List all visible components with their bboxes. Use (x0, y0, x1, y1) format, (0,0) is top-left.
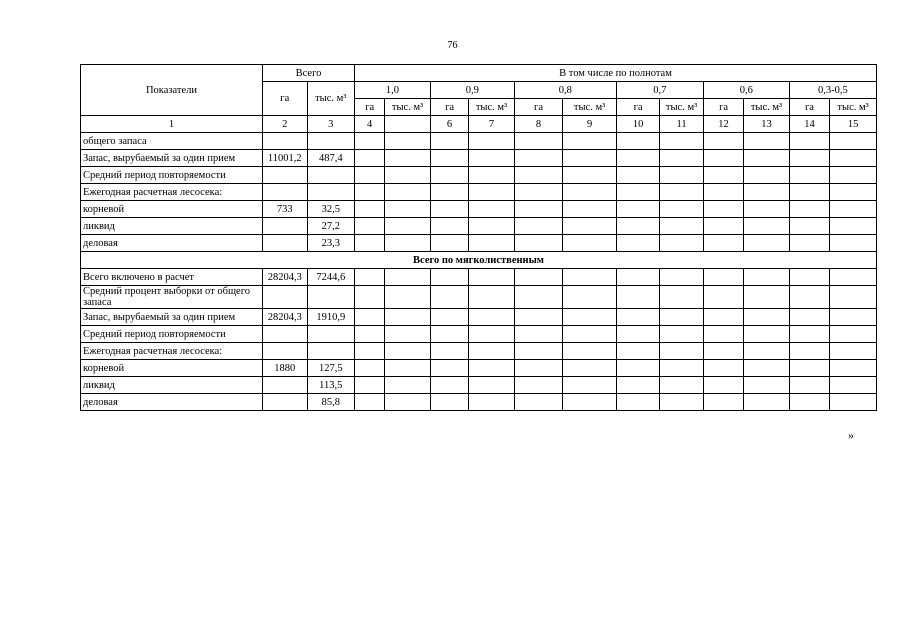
density-value-cell (744, 286, 790, 309)
density-value-cell (830, 269, 877, 286)
density-value-cell (789, 150, 829, 167)
density-value-cell (385, 235, 431, 252)
total-ha-value (263, 235, 307, 252)
total-m3-value (307, 286, 355, 309)
density-value-cell (563, 218, 617, 235)
unit-ha-header: га (616, 99, 659, 116)
density-value-cell (660, 326, 703, 343)
density-value-cell (789, 218, 829, 235)
density-value-cell (703, 218, 743, 235)
column-number: 4 (355, 116, 385, 133)
table-row (81, 201, 877, 218)
density-value-cell (469, 184, 515, 201)
table-row (81, 235, 877, 252)
density-value-cell (430, 286, 468, 309)
density-value-cell (385, 218, 431, 235)
density-value-cell (744, 235, 790, 252)
density-value-cell (744, 343, 790, 360)
total-m3-value: 113,5 (307, 377, 355, 394)
density-value-cell (514, 394, 563, 411)
density-value-cell (789, 133, 829, 150)
density-value-cell (830, 167, 877, 184)
row-label: Ежегодная расчетная лесосека: (81, 184, 263, 201)
density-value-cell (430, 343, 468, 360)
total-ha-value (263, 326, 307, 343)
unit-m3-header: тыс. м³ (563, 99, 617, 116)
total-m3-value (307, 326, 355, 343)
table-row (81, 167, 877, 184)
density-value-cell (660, 133, 703, 150)
density-value-cell (385, 150, 431, 167)
density-value-cell (514, 360, 563, 377)
table-row (81, 218, 877, 235)
density-value-cell (514, 150, 563, 167)
including-header: В том числе по полнотам (355, 65, 877, 82)
table-row (81, 150, 877, 167)
unit-m3-header: тыс. м³ (660, 99, 703, 116)
column-number: 1 (81, 116, 263, 133)
unit-m3-header: тыс. м³ (830, 99, 877, 116)
density-value-cell (514, 235, 563, 252)
density-value-cell (563, 235, 617, 252)
density-value-cell (744, 167, 790, 184)
density-value-cell (789, 394, 829, 411)
unit-m3-header: тыс. м³ (469, 99, 515, 116)
table-row (81, 343, 877, 360)
density-value-cell (430, 150, 468, 167)
density-value-cell (430, 326, 468, 343)
density-value-cell (830, 218, 877, 235)
density-value-cell (703, 377, 743, 394)
density-value-cell (660, 394, 703, 411)
density-value-cell (469, 150, 515, 167)
density-value-cell (703, 201, 743, 218)
density-value-cell (514, 343, 563, 360)
row-label: Запас, вырубаемый за один прием (81, 150, 263, 167)
total-m3-value: 7244,6 (307, 269, 355, 286)
density-value-cell (385, 360, 431, 377)
column-number: 12 (703, 116, 743, 133)
density-value-cell (703, 184, 743, 201)
density-value-cell (355, 360, 385, 377)
density-value-cell (616, 360, 659, 377)
density-value-cell (469, 343, 515, 360)
total-ha-value (263, 343, 307, 360)
density-value-cell (563, 343, 617, 360)
density-value-cell (789, 326, 829, 343)
density-value-cell (514, 269, 563, 286)
density-value-cell (469, 269, 515, 286)
density-value-cell (385, 201, 431, 218)
total-m3-value: 127,5 (307, 360, 355, 377)
column-number-row (81, 116, 877, 133)
density-value-cell (789, 269, 829, 286)
table-row (81, 326, 877, 343)
density-value-cell (744, 269, 790, 286)
density-value-cell (744, 360, 790, 377)
density-value-cell (660, 360, 703, 377)
column-number: 7 (469, 116, 515, 133)
total-m3-value: 1910,9 (307, 309, 355, 326)
density-value-cell (563, 394, 617, 411)
density-value-cell (563, 167, 617, 184)
density-header: 0,6 (703, 82, 789, 99)
unit-m3-header: тыс. м³ (744, 99, 790, 116)
density-value-cell (744, 309, 790, 326)
density-value-cell (385, 184, 431, 201)
density-value-cell (430, 269, 468, 286)
unit-ha-header: га (703, 99, 743, 116)
density-value-cell (430, 235, 468, 252)
total-ha-value: 11001,2 (263, 150, 307, 167)
density-value-cell (616, 201, 659, 218)
density-header: 0,8 (514, 82, 616, 99)
density-value-cell (355, 394, 385, 411)
density-value-cell (830, 286, 877, 309)
density-value-cell (563, 150, 617, 167)
density-value-cell (660, 201, 703, 218)
total-ha-value (263, 377, 307, 394)
density-value-cell (385, 343, 431, 360)
density-value-cell (355, 133, 385, 150)
total-ha-value: 733 (263, 201, 307, 218)
density-value-cell (469, 360, 515, 377)
density-value-cell (616, 235, 659, 252)
page-number: 76 (447, 40, 458, 51)
density-value-cell (385, 309, 431, 326)
row-label: ликвид (81, 377, 263, 394)
density-value-cell (563, 360, 617, 377)
density-value-cell (355, 167, 385, 184)
density-value-cell (616, 218, 659, 235)
density-value-cell (744, 394, 790, 411)
density-value-cell (830, 343, 877, 360)
density-value-cell (703, 133, 743, 150)
density-value-cell (616, 286, 659, 309)
row-label: корневой (81, 360, 263, 377)
density-value-cell (703, 269, 743, 286)
density-value-cell (660, 286, 703, 309)
density-value-cell (563, 377, 617, 394)
total-ha-value (263, 184, 307, 201)
density-value-cell (830, 360, 877, 377)
table-row (81, 377, 877, 394)
column-number: 15 (830, 116, 877, 133)
density-value-cell (563, 201, 617, 218)
closing-quote-mark: » (848, 428, 854, 442)
density-value-cell (789, 286, 829, 309)
density-value-cell (703, 286, 743, 309)
density-value-cell (616, 133, 659, 150)
total-ha-value (263, 286, 307, 309)
column-number: 13 (744, 116, 790, 133)
density-value-cell (430, 133, 468, 150)
density-value-cell (355, 201, 385, 218)
unit-ha-header: га (789, 99, 829, 116)
row-label: Средний процент выборки от общего запаса (81, 286, 263, 309)
density-value-cell (430, 309, 468, 326)
table-row (81, 286, 877, 309)
density-value-cell (514, 326, 563, 343)
density-header: 1,0 (355, 82, 431, 99)
unit-m3-header: тыс. м³ (385, 99, 431, 116)
row-label: деловая (81, 235, 263, 252)
density-value-cell (660, 235, 703, 252)
unit-ha-header: га (430, 99, 468, 116)
density-value-cell (744, 218, 790, 235)
density-value-cell (789, 360, 829, 377)
column-number: 10 (616, 116, 659, 133)
table-body-part1 (81, 133, 877, 252)
density-value-cell (469, 167, 515, 184)
density-value-cell (703, 235, 743, 252)
total-ha-value: 28204,3 (263, 309, 307, 326)
density-value-cell (830, 394, 877, 411)
density-value-cell (830, 184, 877, 201)
total-m3-header: тыс. м³ (307, 82, 355, 116)
density-value-cell (830, 150, 877, 167)
density-value-cell (789, 235, 829, 252)
column-number: 9 (563, 116, 617, 133)
density-value-cell (385, 269, 431, 286)
density-value-cell (430, 218, 468, 235)
density-header: 0,7 (616, 82, 703, 99)
density-value-cell (514, 133, 563, 150)
density-value-cell (703, 326, 743, 343)
density-value-cell (616, 394, 659, 411)
density-value-cell (660, 218, 703, 235)
density-value-cell (616, 150, 659, 167)
total-m3-value (307, 167, 355, 184)
density-value-cell (430, 201, 468, 218)
total-ha-value (263, 167, 307, 184)
column-number: 3 (307, 116, 355, 133)
density-value-cell (744, 133, 790, 150)
density-value-cell (469, 235, 515, 252)
table-row (81, 269, 877, 286)
density-value-cell (430, 184, 468, 201)
table-row (81, 184, 877, 201)
density-value-cell (660, 269, 703, 286)
indicators-header: Показатели (81, 65, 263, 116)
density-value-cell (616, 167, 659, 184)
row-label: Всего включено в расчет (81, 269, 263, 286)
total-m3-value (307, 184, 355, 201)
row-label: общего запаса (81, 133, 263, 150)
density-value-cell (563, 184, 617, 201)
density-value-cell (616, 343, 659, 360)
density-value-cell (789, 377, 829, 394)
table-row (81, 133, 877, 150)
density-value-cell (514, 201, 563, 218)
density-value-cell (514, 184, 563, 201)
density-value-cell (830, 201, 877, 218)
density-value-cell (703, 150, 743, 167)
density-value-cell (514, 167, 563, 184)
density-value-cell (703, 343, 743, 360)
density-value-cell (616, 326, 659, 343)
density-value-cell (469, 133, 515, 150)
density-value-cell (469, 326, 515, 343)
density-value-cell (355, 218, 385, 235)
density-value-cell (703, 167, 743, 184)
total-ha-value: 28204,3 (263, 269, 307, 286)
row-label: ликвид (81, 218, 263, 235)
density-value-cell (469, 286, 515, 309)
density-value-cell (355, 326, 385, 343)
density-value-cell (385, 394, 431, 411)
density-value-cell (660, 167, 703, 184)
density-value-cell (385, 286, 431, 309)
density-value-cell (469, 218, 515, 235)
density-value-cell (355, 286, 385, 309)
density-value-cell (385, 377, 431, 394)
density-value-cell (789, 343, 829, 360)
density-value-cell (789, 309, 829, 326)
total-m3-value: 23,3 (307, 235, 355, 252)
column-number: 2 (263, 116, 307, 133)
total-ha-value: 1880 (263, 360, 307, 377)
unit-ha-header: га (514, 99, 563, 116)
row-label: корневой (81, 201, 263, 218)
density-value-cell (789, 167, 829, 184)
row-label: деловая (81, 394, 263, 411)
density-value-cell (703, 309, 743, 326)
density-value-cell (744, 377, 790, 394)
density-value-cell (703, 360, 743, 377)
density-value-cell (830, 133, 877, 150)
density-value-cell (660, 150, 703, 167)
total-ha-value (263, 218, 307, 235)
density-value-cell (744, 201, 790, 218)
density-value-cell (469, 309, 515, 326)
density-value-cell (703, 394, 743, 411)
density-value-cell (563, 269, 617, 286)
density-value-cell (469, 377, 515, 394)
density-value-cell (616, 269, 659, 286)
density-value-cell (385, 167, 431, 184)
table-body-part2 (81, 269, 877, 411)
density-value-cell (830, 326, 877, 343)
density-value-cell (660, 309, 703, 326)
table-row (81, 360, 877, 377)
total-m3-value: 487,4 (307, 150, 355, 167)
density-value-cell (469, 394, 515, 411)
density-value-cell (430, 167, 468, 184)
density-value-cell (616, 377, 659, 394)
density-value-cell (830, 235, 877, 252)
density-header: 0,3-0,5 (789, 82, 876, 99)
total-m3-value (307, 133, 355, 150)
density-value-cell (563, 326, 617, 343)
total-m3-value: 85,8 (307, 394, 355, 411)
density-value-cell (385, 133, 431, 150)
total-ha-value (263, 394, 307, 411)
density-value-cell (385, 326, 431, 343)
table-row (81, 309, 877, 326)
density-value-cell (563, 286, 617, 309)
density-value-cell (830, 309, 877, 326)
density-value-cell (469, 201, 515, 218)
density-value-cell (789, 201, 829, 218)
density-header: 0,9 (430, 82, 514, 99)
row-label: Средний период повторяемости (81, 326, 263, 343)
total-m3-value: 32,5 (307, 201, 355, 218)
density-value-cell (355, 343, 385, 360)
density-value-cell (660, 377, 703, 394)
density-value-cell (660, 184, 703, 201)
column-number: 8 (514, 116, 563, 133)
row-label: Запас, вырубаемый за один прием (81, 309, 263, 326)
row-label: Средний период повторяемости (81, 167, 263, 184)
column-number (385, 116, 431, 133)
density-value-cell (355, 184, 385, 201)
density-value-cell (355, 235, 385, 252)
density-value-cell (744, 150, 790, 167)
total-m3-value: 27,2 (307, 218, 355, 235)
density-value-cell (355, 269, 385, 286)
column-number: 6 (430, 116, 468, 133)
density-value-cell (355, 377, 385, 394)
density-value-cell (430, 360, 468, 377)
density-value-cell (514, 309, 563, 326)
density-value-cell (355, 309, 385, 326)
density-value-cell (563, 309, 617, 326)
density-value-cell (514, 218, 563, 235)
density-value-cell (744, 184, 790, 201)
density-value-cell (514, 286, 563, 309)
table-row (81, 394, 877, 411)
density-value-cell (514, 377, 563, 394)
density-value-cell (616, 184, 659, 201)
total-m3-value (307, 343, 355, 360)
density-value-cell (744, 326, 790, 343)
total-ha-value (263, 133, 307, 150)
density-value-cell (430, 394, 468, 411)
density-value-cell (563, 133, 617, 150)
density-value-cell (789, 184, 829, 201)
total-header: Всего (263, 65, 355, 82)
unit-ha-header: га (355, 99, 385, 116)
density-value-cell (830, 377, 877, 394)
forest-stock-table (80, 64, 877, 411)
density-value-cell (430, 377, 468, 394)
column-number: 14 (789, 116, 829, 133)
column-number: 11 (660, 116, 703, 133)
density-value-cell (355, 150, 385, 167)
density-value-cell (616, 309, 659, 326)
density-value-cell (660, 343, 703, 360)
total-ha-header: га (263, 82, 307, 116)
row-label: Ежегодная расчетная лесосека: (81, 343, 263, 360)
section-title: Всего по мягколиственным (81, 252, 877, 269)
